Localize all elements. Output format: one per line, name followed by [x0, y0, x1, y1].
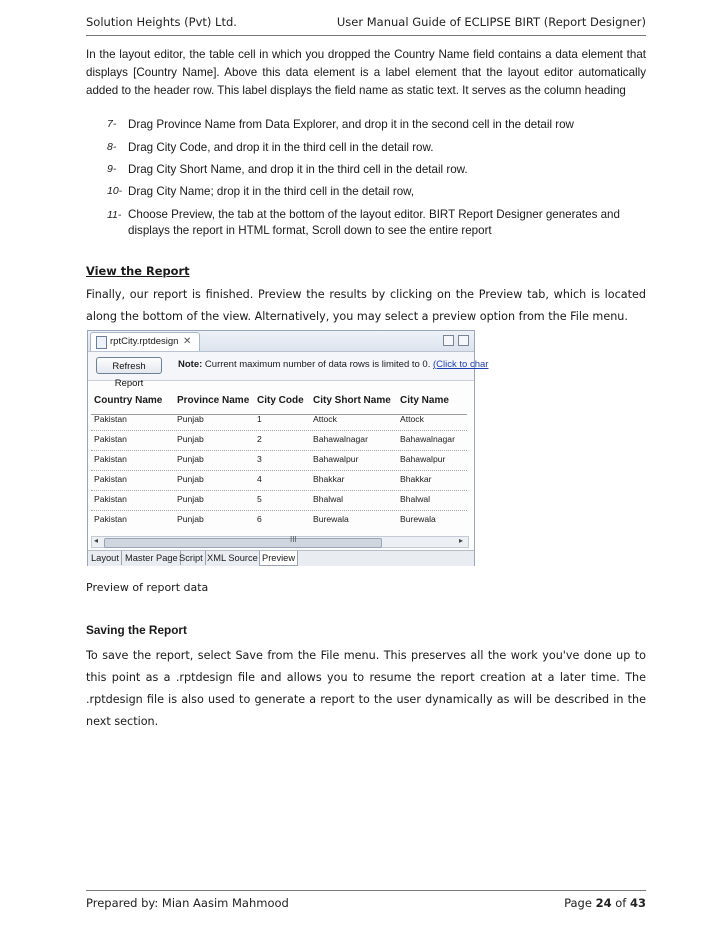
column-header: Province Name — [177, 395, 250, 406]
scroll-right-icon[interactable]: ▸ — [459, 536, 464, 545]
column-header: Country Name — [94, 395, 163, 406]
editor-bottom-tabs — [88, 550, 474, 566]
report-table — [91, 391, 467, 529]
scrollbar-thumb[interactable] — [104, 538, 382, 548]
footer-author: Prepared by: Mian Aasim Mahmood — [86, 896, 289, 910]
preview-toolbar — [88, 352, 489, 389]
tab-preview[interactable]: Preview — [259, 551, 298, 566]
table-row: Pakistan Punjab 2 Bahawalnagar Bahawalnagar — [91, 431, 467, 451]
page-header — [86, 15, 646, 33]
scroll-left-icon[interactable]: ◂ — [94, 536, 99, 545]
table-row: Pakistan Punjab 4 Bhakkar Bhakkar — [91, 471, 467, 491]
table-row: Pakistan Punjab 6 Burewala Burewala — [94, 514, 436, 524]
list-item: 9- Drag City Short Name, and drop it in the third cell in the detail row. — [107, 163, 468, 176]
tab-master-page[interactable]: Master Page — [123, 551, 181, 565]
file-icon — [96, 336, 107, 349]
maximize-icon[interactable] — [458, 335, 469, 346]
saving-report-heading: Saving the Report — [86, 623, 187, 637]
tab-script[interactable]: Script — [177, 551, 206, 565]
header-title: User Manual Guide of ECLIPSE BIRT (Report Designer) — [336, 15, 646, 29]
horizontal-scrollbar[interactable] — [91, 536, 469, 548]
column-header: City Short Name — [313, 395, 391, 406]
close-icon[interactable]: ✕ — [183, 336, 192, 347]
page-number: Page 24 of 43 — [564, 896, 646, 910]
change-limit-link[interactable]: (Click to char — [433, 359, 489, 370]
tab-xml-source[interactable]: XML Source — [205, 551, 261, 565]
header-company: Solution Heights (Pvt) Ltd. — [86, 15, 237, 29]
view-report-paragraph: Finally, our report is finished. Preview the results by clicking on the Preview tab, which is located along the bottom of the view. Alternatively, you may select a preview option from the File menu. — [86, 288, 646, 323]
refresh-report-button[interactable]: Refresh Report — [96, 357, 162, 374]
figure-caption: Preview of report data — [86, 581, 209, 594]
header-rule — [86, 35, 646, 36]
minimize-icon[interactable] — [443, 335, 454, 346]
list-item: 10- Drag City Name; drop it in the third cell in the detail row, — [107, 185, 415, 198]
intro-paragraph: In the layout editor, the table cell in which you dropped the Country Name field contains a data element that displays [Country Name]. Above this data element is a label element that the layout editor automatically added to the header row. This label displays the field name as static text. It serves as the column heading — [86, 48, 646, 97]
steps-list — [86, 117, 646, 239]
row-limit-note: Note: Current maximum number of data rows is limited to 0. (Click to char — [178, 359, 489, 370]
list-item: 8- Drag City Code, and drop it in the third cell in the detail row. — [107, 141, 434, 154]
table-row: Pakistan Punjab 5 Bhalwal Bhalwal — [91, 491, 467, 511]
tab-layout[interactable]: Layout — [89, 551, 122, 565]
list-item: 11- Choose Preview, the tab at the bottom of the layout editor. BIRT Report Designer generates and displays the report in HTML format, Scroll down to see the entire report — [107, 208, 620, 237]
report-preview-screenshot — [87, 330, 489, 566]
page-footer — [86, 896, 646, 914]
footer-rule — [86, 890, 646, 891]
table-row: Pakistan Punjab 3 Bahawalpur Bahawalpur — [91, 451, 467, 471]
scroll-grip: III — [290, 535, 297, 544]
view-report-heading: View the Report — [86, 264, 190, 278]
editor-tab-bar — [88, 331, 474, 352]
editor-tab[interactable] — [90, 332, 200, 351]
saving-report-paragraph: To save the report, select Save from the File menu. This preserves all the work you've done up to this point as a .rptdesign file and allows you to resume the report creation at a later time. The .rptdesign file is also used to generate a report to the user dynamically as will be described in the next section. — [86, 649, 646, 728]
table-row: Pakistan Punjab 1 Attock Attock — [91, 411, 467, 431]
editor-tab-label: rptCity.rptdesign — [110, 336, 179, 347]
column-header: City Code — [257, 395, 304, 406]
column-header: City Name — [400, 395, 449, 406]
list-item: 7- Drag Province Name from Data Explorer, and drop it in the second cell in the detail row — [107, 118, 574, 131]
